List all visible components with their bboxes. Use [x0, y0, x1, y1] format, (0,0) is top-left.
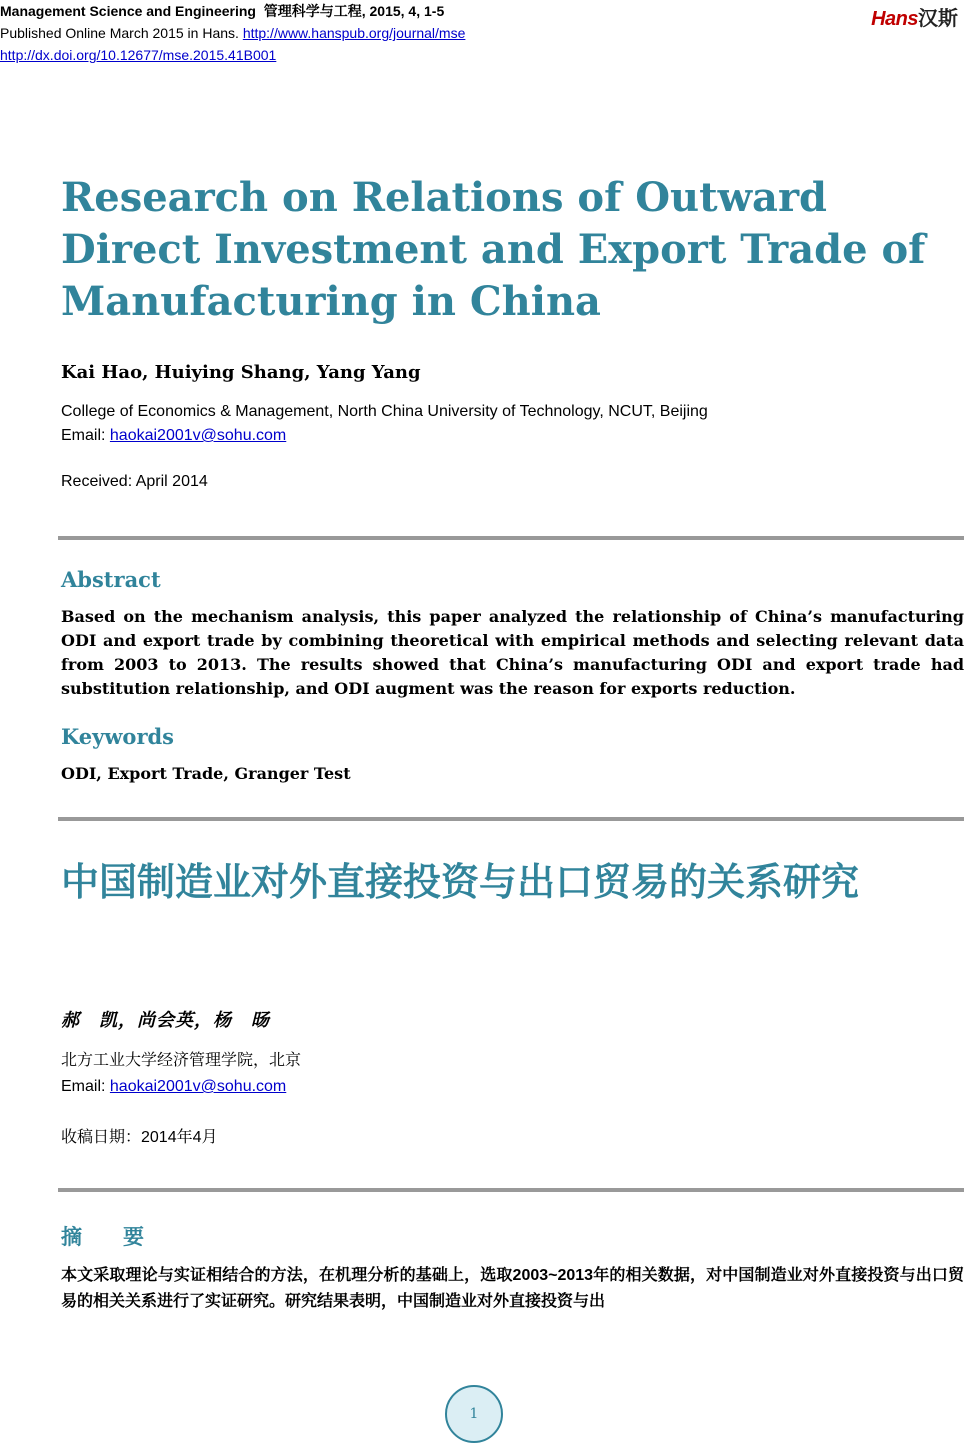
keywords-text-en: ODI, Export Trade, Granger Test	[61, 764, 351, 783]
authors-cn: 郝 凯，尚会英，杨 旸	[61, 1010, 270, 1031]
affiliation-en: College of Economics & Management, North China University of Technology, NCUT, Beijing	[61, 403, 708, 420]
divider	[58, 1188, 964, 1192]
journal-header	[0, 0, 465, 66]
doi-link[interactable]: http://dx.doi.org/10.12677/mse.2015.41B001	[0, 47, 277, 63]
logo-cn: 汉斯	[918, 8, 958, 30]
paper-title-en: Research on Relations of Outward Direct Investment and Export Trade of Manufacturing in China	[61, 174, 926, 325]
received-date-en: Received: April 2014	[61, 473, 208, 490]
abstract-heading-en: Abstract	[61, 567, 161, 592]
email-link-cn[interactable]: haokai2001v@sohu.com	[109, 1078, 287, 1095]
journal-citation: 管理科学与工程, 2015, 4, 1-5	[263, 3, 445, 19]
affiliation-cn: 北方工业大学经济管理学院，北京	[61, 1052, 302, 1069]
abstract-text-cn: 本文采取理论与实证相结合的方法，在机理分析的基础上，选取2003~2013年的相关数据，对中国制造业对外直接投资与出口贸易的相关关系进行了实证研究。研究结果表明，中国制造业对外直接投资与出	[61, 1267, 964, 1310]
logo-en: Hans	[871, 8, 918, 30]
email-link-en[interactable]: haokai2001v@sohu.com	[109, 427, 287, 444]
divider	[58, 536, 964, 540]
abstract-heading-cn: 摘 要	[61, 1226, 154, 1249]
hans-logo	[871, 2, 958, 31]
divider	[58, 817, 964, 821]
authors-en: Kai Hao, Huiying Shang, Yang Yang	[61, 362, 421, 383]
page-number: 1	[445, 1385, 503, 1443]
paper-title-cn: 中国制造业对外直接投资与出口贸易的关系研究	[61, 862, 860, 904]
journal-link[interactable]: http://www.hanspub.org/journal/mse	[242, 25, 466, 41]
keywords-heading-en: Keywords	[61, 724, 175, 749]
received-date-cn: 收稿日期：2014年4月	[61, 1129, 218, 1146]
email-label-en: Email:	[61, 427, 106, 444]
affiliation-cn-block	[61, 1048, 301, 1100]
abstract-text-en: Based on the mechanism analysis, this paper analyzed the relationship of China’s manufacturing ODI and export trade by combining theoretical with empirical methods and selecting relevant data from 2003 to 2013. The results showed that China’s manufacturing ODI and export trade had substitution relationship, and ODI augment was the reason for exports reduction.	[61, 607, 964, 698]
published-note: Published Online March 2015 in Hans.	[0, 25, 239, 41]
journal-name: Management Science and Engineering	[0, 3, 256, 19]
affiliation-en-block	[61, 400, 708, 448]
email-label-cn: Email:	[61, 1078, 106, 1095]
